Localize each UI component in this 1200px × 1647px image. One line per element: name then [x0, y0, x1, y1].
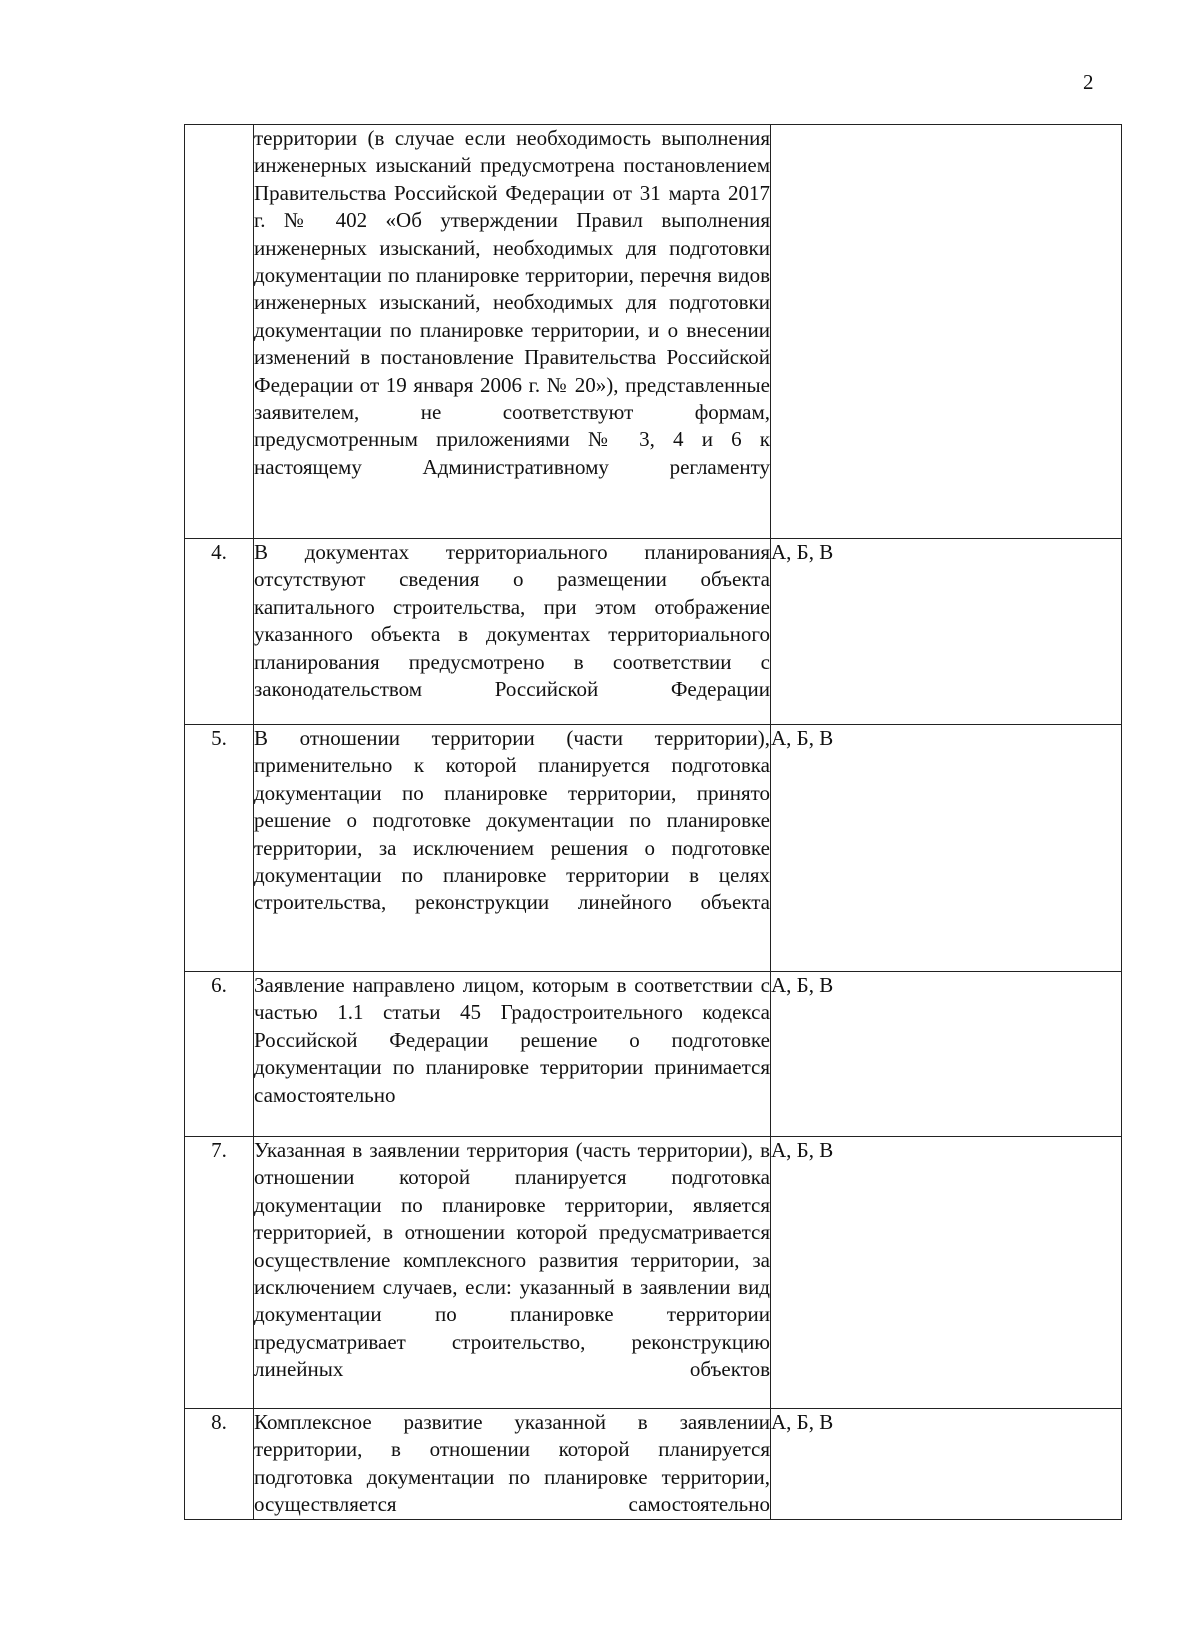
grounds-table: [184, 124, 1122, 1520]
row-number: [185, 125, 254, 539]
row-codes: [771, 125, 1122, 539]
table-row: [185, 1409, 1122, 1520]
row-number: 5.: [185, 725, 254, 972]
row-codes: А, Б, В: [771, 1137, 1122, 1409]
row-number: 4.: [185, 539, 254, 725]
table-row: [185, 1137, 1122, 1409]
row-codes: А, Б, В: [771, 725, 1122, 972]
row-number: 8.: [185, 1409, 254, 1520]
row-text: Заявление направлено лицом, которым в соответствии с частью 1.1 статьи 45 Градостроительного кодекса Российской Федерации решение о подготовке документации по планировке территории принимается самостоятельно: [254, 972, 771, 1137]
page-number: 2: [1083, 70, 1094, 94]
row-text: Указанная в заявлении территория (часть территории), в отношении которой планируется подготовка документации по планировке территории, является территорией, в отношении которой предусматривается осуществление комплексного развития территории, за исключением случаев, если: указанный в заявлении вид документации по планировке территории предусматривает строительство, реконструкцию линейных объектов: [254, 1137, 771, 1409]
row-text: Комплексное развитие указанной в заявлении территории, в отношении которой планируется подготовка документации по планировке территории, осуществляется самостоятельно: [254, 1409, 771, 1520]
row-codes: А, Б, В: [771, 1409, 1122, 1520]
table-row: [185, 125, 1122, 539]
row-number: 7.: [185, 1137, 254, 1409]
row-text: территории (в случае если необходимость выполнения инженерных изысканий предусмотрена постановлением Правительства Российской Федерации от 31 марта 2017 г. № 402 «Об утверждении Правил выполнения инженерных изысканий, необходимых для подготовки документации по планировке территории, перечня видов инженерных изысканий, необходимых для подготовки документации по планировке территории, и о внесении изменений в постановление Правительства Российской Федерации от 19 января 2006 г. № 20»), представленные заявителем, не соответствуют формам, предусмотренным приложениями № 3, 4 и 6 к настоящему Административному регламенту: [254, 125, 771, 539]
row-codes: А, Б, В: [771, 972, 1122, 1137]
table-row: [185, 972, 1122, 1137]
table-row: [185, 725, 1122, 972]
row-number: 6.: [185, 972, 254, 1137]
row-text: В отношении территории (части территории), применительно к которой планируется подготовка документации по планировке территории, принято решение о подготовке документации по планировке территории, за исключением решения о подготовке документации по планировке территории в целях строительства, реконструкции линейного объекта: [254, 725, 771, 972]
row-codes: А, Б, В: [771, 539, 1122, 725]
row-text: В документах территориального планирования отсутствуют сведения о размещении объекта капитального строительства, при этом отображение указанного объекта в документах территориального планирования предусмотрено в соответствии с законодательством Российской Федерации: [254, 539, 771, 725]
table-row: [185, 539, 1122, 725]
